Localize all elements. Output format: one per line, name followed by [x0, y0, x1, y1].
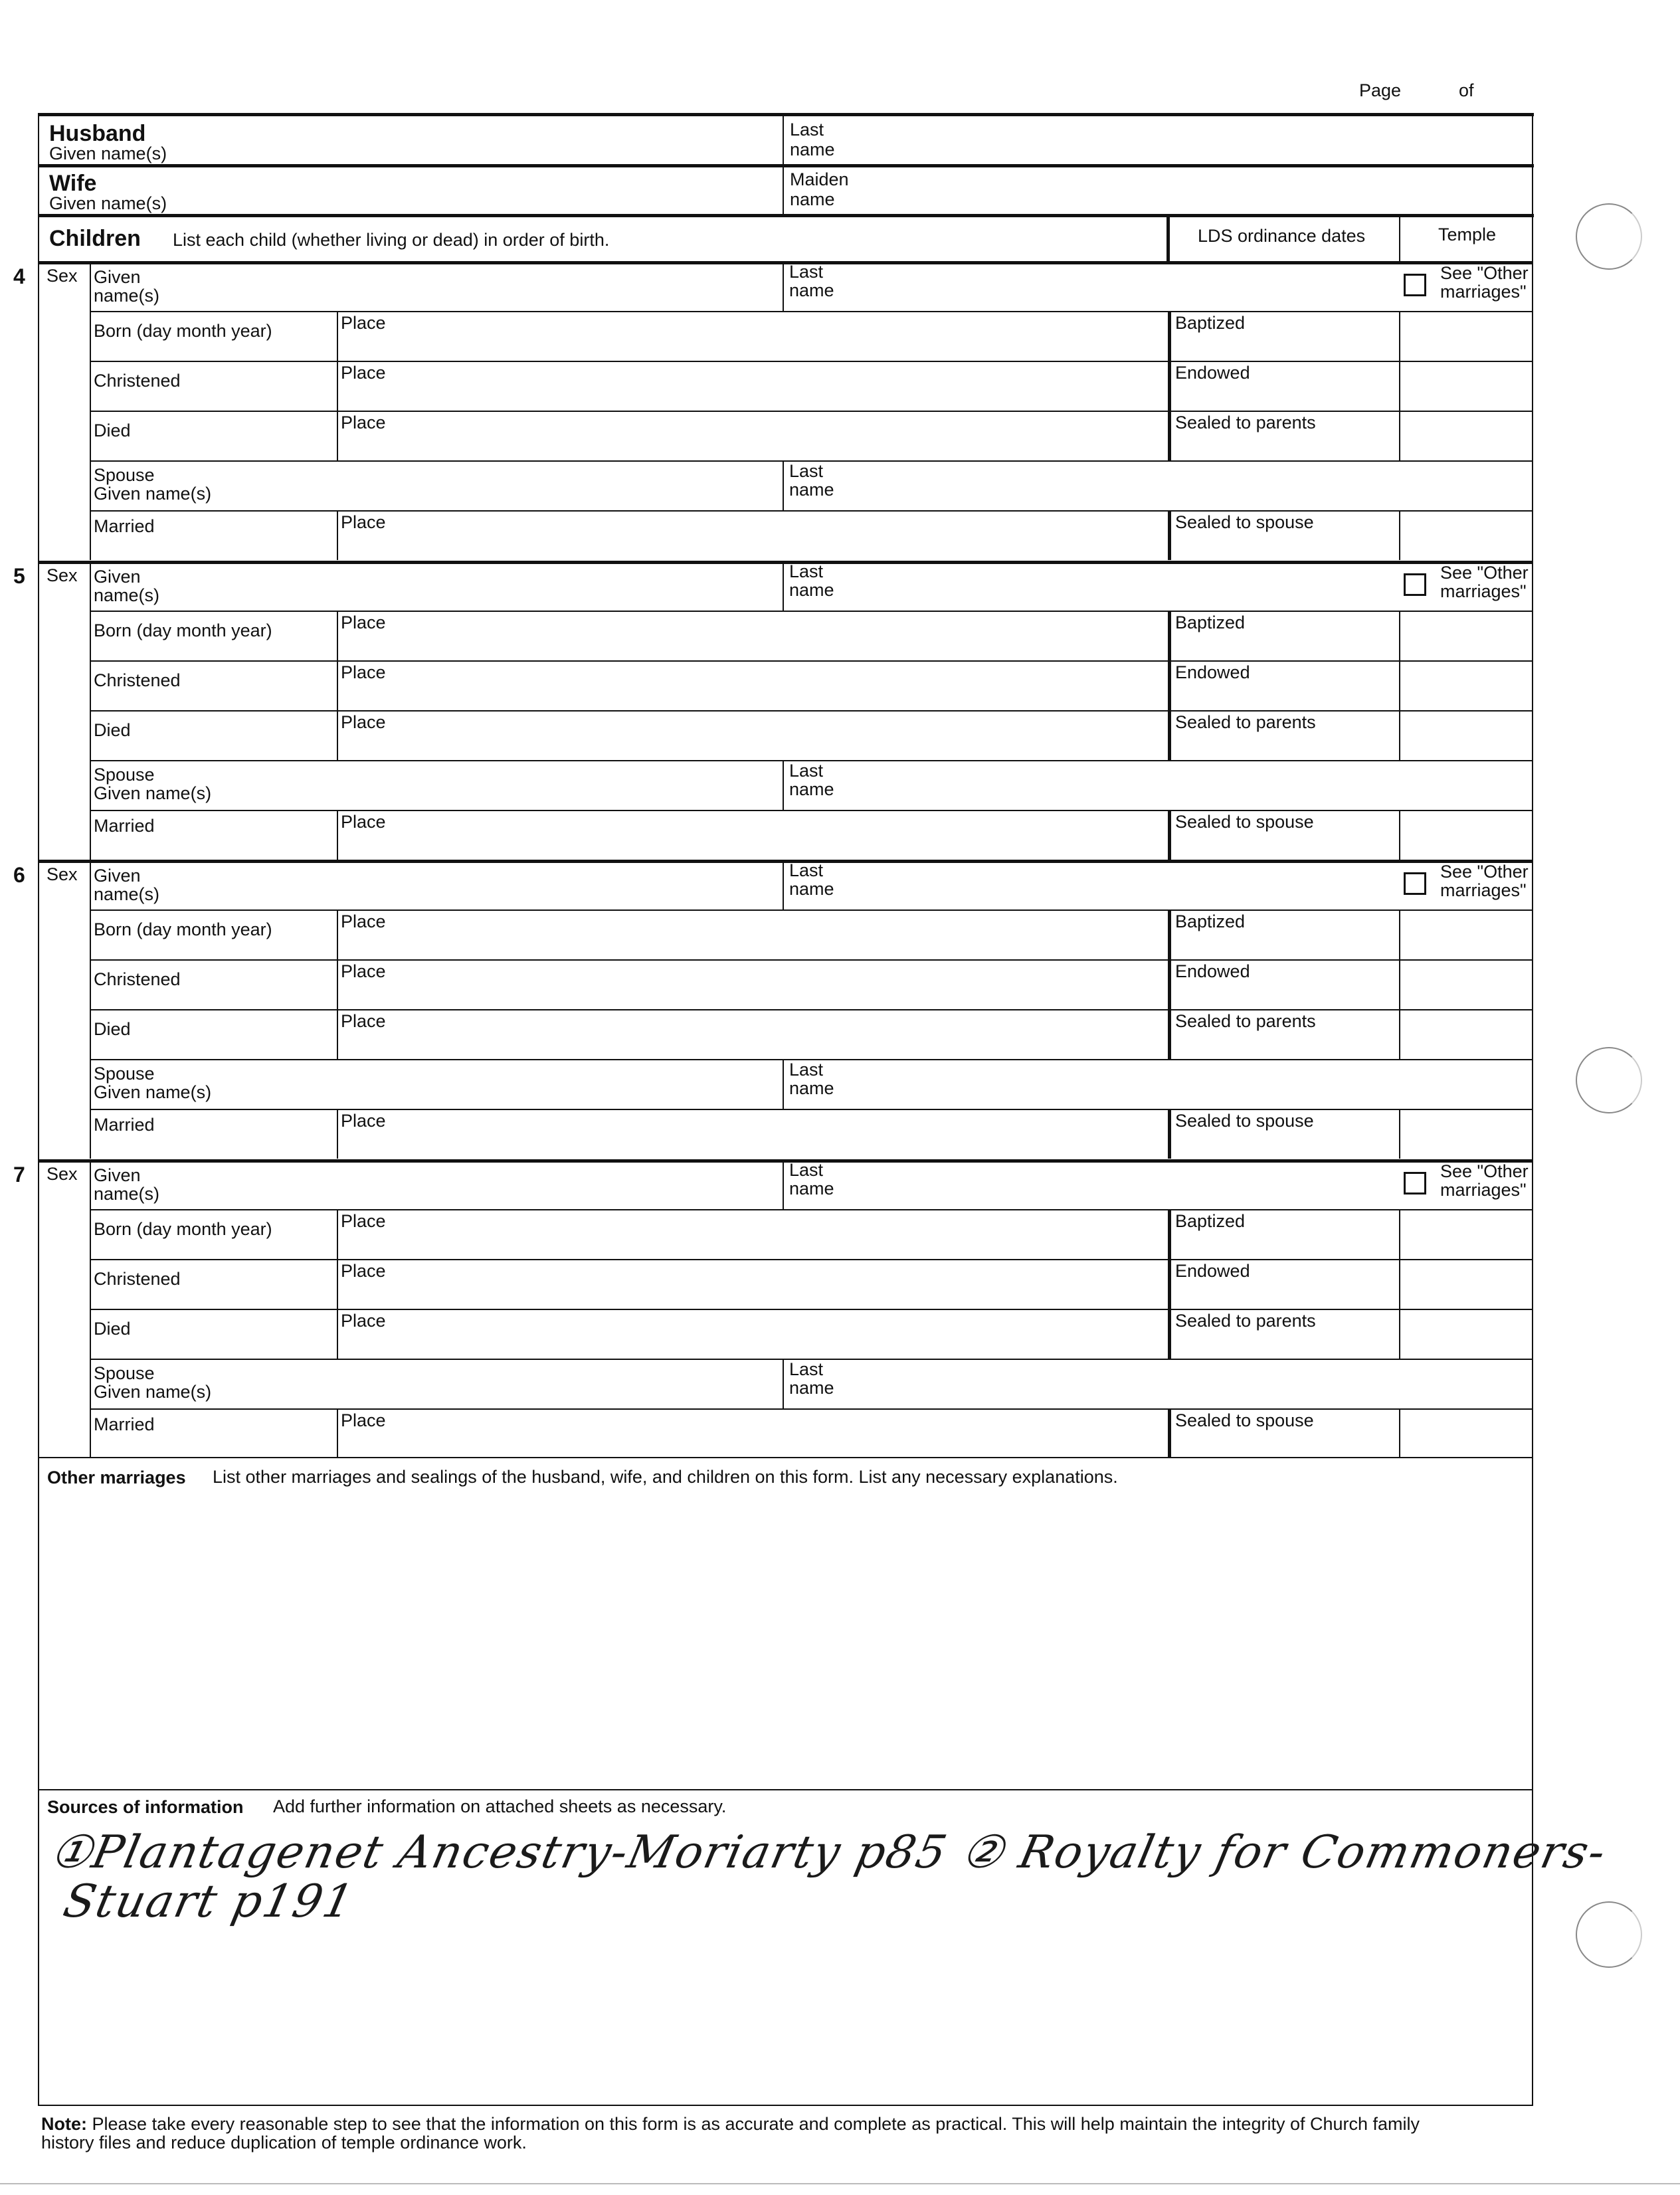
child-3-last-label-2: name: [789, 879, 834, 899]
child-3-christened-date-field[interactable]: [91, 987, 335, 1006]
child-4-endowed-label: Endowed: [1175, 1261, 1250, 1281]
child-1-spouse-label-1: Spouse: [94, 465, 155, 485]
child-1-sealed-to-spouse-date-field[interactable]: [1172, 533, 1396, 557]
child-1-spouse-last-divider: [783, 460, 784, 510]
child-2-see-other-1: See "Other: [1440, 563, 1529, 583]
child-3-baptized-date-field[interactable]: [1172, 932, 1396, 957]
child-3-sealed-to-spouse-label: Sealed to spouse: [1175, 1111, 1314, 1131]
child-4-sealed-to-parents-date-field[interactable]: [1172, 1331, 1396, 1356]
child-1-born-place-label: Place: [341, 313, 386, 333]
child-1-last-label-2: name: [789, 280, 834, 300]
child-4-baptized-date-field[interactable]: [1172, 1232, 1396, 1256]
child-4-lds-divider-upper: [1168, 1209, 1171, 1359]
child-1-given-label-2: name(s): [94, 286, 160, 306]
child-2-endowed-label: Endowed: [1175, 662, 1250, 682]
child-4-christened-date-field[interactable]: [91, 1287, 335, 1306]
child-3-other-marriages-checkbox[interactable]: [1404, 872, 1426, 895]
child-2-married-label: Married: [94, 816, 155, 836]
child-2-place-divider-married: [337, 810, 338, 860]
child-2-baptized-label: Baptized: [1175, 613, 1246, 632]
wife-maiden-label-1: Maiden: [790, 169, 849, 189]
child-3-lds-divider-married: [1168, 1109, 1171, 1159]
child-1-row-rule-5: [90, 510, 1533, 512]
child-2-other-marriages-checkbox[interactable]: [1404, 573, 1426, 596]
wife-maiden-label-2: name: [790, 189, 835, 209]
child-2-christened-date-field[interactable]: [91, 688, 335, 708]
child-4-last-name-field[interactable]: [784, 1162, 1315, 1206]
child-1-married-place-field[interactable]: [339, 533, 1165, 557]
child-2-row-rule-3: [90, 710, 1533, 712]
child-3-spouse-last-divider: [783, 1059, 784, 1109]
child-2-given-label-2: name(s): [94, 585, 160, 605]
child-3-christened-place-field[interactable]: [339, 982, 1165, 1006]
header-lds-divider: [1167, 217, 1170, 261]
child-2-last-label-1: Last: [789, 561, 824, 581]
child-4-last-label-2: name: [789, 1179, 834, 1198]
child-1-born-label: Born (day month year): [94, 321, 272, 341]
child-1-died-place-field[interactable]: [339, 433, 1165, 458]
husband-last-label-2: name: [790, 140, 835, 159]
child-4-married-place-label: Place: [341, 1410, 386, 1430]
child-3-place-divider-married: [337, 1109, 338, 1159]
child-2-born-place-label: Place: [341, 613, 386, 632]
child-2-spouse-last-label-2: name: [789, 779, 834, 799]
child-2-endowed-temple-field[interactable]: [1401, 662, 1531, 708]
child-2-married-place-field[interactable]: [339, 832, 1165, 857]
temple-label: Temple: [1438, 225, 1497, 244]
child-3-last-divider: [783, 860, 784, 909]
child-4-given-name-field[interactable]: [91, 1162, 781, 1206]
child-3-see-other-2: marriages": [1440, 880, 1527, 900]
child-1-died-label: Died: [94, 421, 131, 440]
child-2-sealed-to-parents-temple-field[interactable]: [1401, 712, 1531, 758]
husband-given-label: Given name(s): [49, 143, 167, 163]
child-1-spouse-given-field[interactable]: [276, 463, 780, 508]
child-2-spouse-label-1: Spouse: [94, 765, 155, 785]
child-3-row-rule-2: [90, 959, 1533, 961]
child-1-given-label-1: Given: [94, 267, 141, 287]
child-2-row-rule-1: [90, 611, 1533, 612]
child-1-lds-divider-married: [1168, 510, 1171, 560]
child-4-temple-divider-upper: [1399, 1209, 1400, 1359]
child-2-married-date-field[interactable]: [91, 836, 335, 857]
child-4-sealed-to-spouse-date-field[interactable]: [1172, 1431, 1396, 1456]
child-3-married-label: Married: [94, 1115, 155, 1135]
child-4-row-rule-1: [90, 1209, 1533, 1210]
child-3-last-name-field[interactable]: [784, 862, 1315, 907]
bottom-border: [38, 2105, 1533, 2106]
child-1-sealed-to-spouse-temple-field[interactable]: [1401, 512, 1531, 558]
child-4-row-rule-2: [90, 1259, 1533, 1260]
child-3-temple-divider-upper: [1399, 909, 1400, 1059]
child-1-place-divider-married: [337, 510, 338, 560]
child-4-given-label-1: Given: [94, 1165, 141, 1185]
sources-section: [38, 1790, 1612, 2103]
child-4-last-label-1: Last: [789, 1160, 824, 1180]
child-1-row-rule-2: [90, 361, 1533, 362]
child-2-endowed-date-field[interactable]: [1172, 683, 1396, 708]
wife-title: Wife: [49, 171, 97, 196]
child-2-see-other-2: marriages": [1440, 581, 1527, 601]
child-3-born-date-field[interactable]: [91, 937, 335, 957]
child-2-given-name-field[interactable]: [91, 563, 781, 608]
child-3-temple-divider-married: [1399, 1109, 1400, 1159]
child-3-row-rule-5: [90, 1109, 1533, 1110]
child-3-sex-label: Sex: [47, 864, 78, 884]
child-4-row-rule-5: [90, 1408, 1533, 1410]
child-2-sealed-to-spouse-label: Sealed to spouse: [1175, 812, 1314, 832]
handwritten-source-line1: ①Plantagenet Ancestry-Moriarty p85 ② Royalty for Commoners-: [45, 1826, 1612, 1879]
header-temple-divider: [1399, 217, 1400, 261]
children-header: [38, 217, 1533, 261]
child-1-baptized-label: Baptized: [1175, 313, 1246, 333]
child-2-spouse-label-2: Given name(s): [94, 783, 212, 803]
child-2-sealed-to-spouse-date-field[interactable]: [1172, 832, 1396, 857]
other-marriages-title: Other marriages: [47, 1468, 186, 1487]
child-1-last-label-1: Last: [789, 262, 824, 282]
child-4-married-date-field[interactable]: [91, 1435, 335, 1456]
husband-row: [38, 116, 1533, 164]
child-1-sealed-to-spouse-label: Sealed to spouse: [1175, 512, 1314, 532]
husband-title: Husband: [49, 121, 146, 146]
child-1-place-divider-upper: [337, 311, 338, 460]
child-4-see-other-2: marriages": [1440, 1180, 1527, 1200]
child-4-born-label: Born (day month year): [94, 1219, 272, 1239]
child-2-christened-place-field[interactable]: [339, 683, 1165, 708]
child-4-spouse-label-2: Given name(s): [94, 1382, 212, 1402]
child-1-married-place-label: Place: [341, 512, 386, 532]
child-1-spouse-last-field[interactable]: [849, 463, 1531, 508]
child-4-died-label: Died: [94, 1319, 131, 1339]
child-4-spouse-last-label-2: name: [789, 1378, 834, 1398]
other-marriages-area[interactable]: [39, 1493, 1531, 1786]
child-1-born-place-field[interactable]: [339, 334, 1165, 358]
child-4-christened-label: Christened: [94, 1269, 181, 1289]
child-1-endowed-temple-field[interactable]: [1401, 363, 1531, 409]
page-edge-line: [0, 2183, 1680, 2184]
child-4-married-label: Married: [94, 1414, 155, 1434]
child-4-sealed-to-spouse-temple-field[interactable]: [1401, 1410, 1531, 1456]
child-4-born-place-label: Place: [341, 1211, 386, 1231]
child-3-given-label-1: Given: [94, 866, 141, 886]
binder-hole-bottom: [1576, 1901, 1642, 1968]
child-2-place-divider-upper: [337, 611, 338, 760]
child-2-spouse-given-field[interactable]: [276, 763, 780, 807]
child-1-married-date-field[interactable]: [91, 537, 335, 557]
child-3-born-place-field[interactable]: [339, 932, 1165, 957]
child-1-endowed-label: Endowed: [1175, 363, 1250, 383]
child-4-number: 7: [13, 1163, 25, 1187]
child-2-christened-label: Christened: [94, 670, 181, 690]
child-4-see-other-1: See "Other: [1440, 1161, 1529, 1181]
child-2-lds-divider-married: [1168, 810, 1171, 860]
handwritten-source-line2: Stuart p191: [58, 1875, 359, 1928]
child-2-sealed-to-parents-label: Sealed to parents: [1175, 712, 1316, 732]
child-2-temple-divider-upper: [1399, 611, 1400, 760]
child-1-born-date-field[interactable]: [91, 339, 335, 358]
child-3-lds-divider-upper: [1168, 909, 1171, 1059]
other-marriages-instruction: List other marriages and sealings of the husband, wife, and children on this form. List any necessary explanations.: [213, 1467, 1118, 1487]
child-4-baptized-temple-field[interactable]: [1401, 1211, 1531, 1257]
child-4-died-place-label: Place: [341, 1311, 386, 1331]
child-3-endowed-temple-field[interactable]: [1401, 961, 1531, 1007]
child-2-sex-label: Sex: [47, 565, 78, 585]
child-1-baptized-temple-field[interactable]: [1401, 313, 1531, 359]
child-3-spouse-label-2: Given name(s): [94, 1082, 212, 1102]
child-2-born-date-field[interactable]: [91, 638, 335, 658]
child-4-sealed-to-spouse-label: Sealed to spouse: [1175, 1410, 1314, 1430]
child-3-sealed-to-spouse-temple-field[interactable]: [1401, 1111, 1531, 1157]
child-4-given-label-2: name(s): [94, 1184, 160, 1204]
child-1-died-date-field[interactable]: [91, 438, 335, 458]
child-4-spouse-last-divider: [783, 1359, 784, 1408]
child-2-row-rule-2: [90, 660, 1533, 662]
child-2-baptized-date-field[interactable]: [1172, 633, 1396, 658]
child-3-died-place-field[interactable]: [339, 1032, 1165, 1056]
child-3-married-place-label: Place: [341, 1111, 386, 1131]
child-2-died-place-label: Place: [341, 712, 386, 732]
child-1-sealed-to-parents-label: Sealed to parents: [1175, 413, 1316, 432]
child-1-see-other-2: marriages": [1440, 282, 1527, 302]
child-3-sealed-to-parents-label: Sealed to parents: [1175, 1011, 1316, 1031]
child-1-row-rule-3: [90, 411, 1533, 412]
child-3-last-label-1: Last: [789, 860, 824, 880]
child-3-baptized-temple-field[interactable]: [1401, 911, 1531, 957]
binder-hole-middle: [1576, 1047, 1642, 1113]
child-3-born-label: Born (day month year): [94, 919, 272, 939]
children-title: Children: [49, 226, 141, 251]
child-1-christened-place-label: Place: [341, 363, 386, 383]
child-2-sealed-to-parents-date-field[interactable]: [1172, 733, 1396, 757]
child-4-place-divider-married: [337, 1408, 338, 1458]
child-4-married-place-field[interactable]: [339, 1431, 1165, 1456]
child-4-christened-place-field[interactable]: [339, 1282, 1165, 1306]
child-4-temple-divider-married: [1399, 1408, 1400, 1458]
child-3-sealed-to-parents-temple-field[interactable]: [1401, 1011, 1531, 1057]
child-1-see-other-1: See "Other: [1440, 263, 1529, 283]
child-3-christened-place-label: Place: [341, 961, 386, 981]
child-1-sealed-to-parents-date-field[interactable]: [1172, 433, 1396, 458]
child-3-baptized-label: Baptized: [1175, 911, 1246, 931]
child-3-spouse-label-1: Spouse: [94, 1064, 155, 1084]
note-line1: [41, 2115, 1420, 2133]
child-3-endowed-date-field[interactable]: [1172, 982, 1396, 1006]
child-4-spouse-last-label-1: Last: [789, 1359, 824, 1379]
child-1-sex-label: Sex: [47, 266, 78, 286]
child-1-christened-place-field[interactable]: [339, 383, 1165, 408]
child-2-last-label-2: name: [789, 580, 834, 600]
wife-given-label: Given name(s): [49, 193, 167, 213]
child-1-given-name-field[interactable]: [91, 264, 781, 308]
child-2-spouse-last-field[interactable]: [849, 763, 1531, 807]
child-2-number: 5: [13, 564, 25, 588]
child-1-married-label: Married: [94, 516, 155, 536]
child-2-lds-divider-upper: [1168, 611, 1171, 760]
child-4-endowed-temple-field[interactable]: [1401, 1261, 1531, 1307]
child-4-sex-label: Sex: [47, 1164, 78, 1184]
page-label: Page: [1359, 80, 1402, 100]
sources-instruction: Add further information on attached sheets as necessary.: [273, 1796, 727, 1816]
child-4-died-place-field[interactable]: [339, 1331, 1165, 1356]
child-3-died-label: Died: [94, 1019, 131, 1039]
child-2-sealed-to-spouse-temple-field[interactable]: [1401, 812, 1531, 858]
child-2-born-place-field[interactable]: [339, 633, 1165, 658]
child-1-row-rule-1: [90, 311, 1533, 312]
child-1-died-place-label: Place: [341, 413, 386, 432]
child-4-christened-place-label: Place: [341, 1261, 386, 1281]
child-1-temple-divider-married: [1399, 510, 1400, 560]
child-3-married-place-field[interactable]: [339, 1131, 1165, 1156]
of-label: of: [1459, 80, 1474, 100]
child-2-died-place-field[interactable]: [339, 733, 1165, 757]
child-1-christened-label: Christened: [94, 371, 181, 391]
husband-last-label-1: Last: [790, 120, 824, 140]
child-3-given-name-field[interactable]: [91, 862, 781, 907]
child-2-born-label: Born (day month year): [94, 620, 272, 640]
child-4-other-marriages-checkbox[interactable]: [1404, 1172, 1426, 1194]
child-1-christened-date-field[interactable]: [91, 389, 335, 408]
child-1-other-marriages-checkbox[interactable]: [1404, 274, 1426, 296]
child-1-spouse-last-label-2: name: [789, 480, 834, 500]
child-2-baptized-temple-field[interactable]: [1401, 613, 1531, 658]
child-3-endowed-label: Endowed: [1175, 961, 1250, 981]
child-1-number: 4: [13, 264, 25, 288]
child-1-spouse-last-label-1: Last: [789, 461, 824, 481]
child-3-sealed-to-spouse-date-field[interactable]: [1172, 1131, 1396, 1156]
note-section: [41, 2115, 1529, 2161]
child-3-number: 6: [13, 863, 25, 887]
child-2-temple-divider-married: [1399, 810, 1400, 860]
note-label: Note:: [41, 2114, 87, 2134]
child-3-christened-label: Christened: [94, 969, 181, 989]
child-1-sealed-to-parents-temple-field[interactable]: [1401, 413, 1531, 458]
child-3-born-place-label: Place: [341, 911, 386, 931]
child-4-spouse-given-field[interactable]: [276, 1361, 780, 1406]
child-3-spouse-last-field[interactable]: [849, 1062, 1531, 1106]
note-text-line1: Please take every reasonable step to see that the information on this form is as accurate and complete as practical. This will help maintain the integrity of Church family: [92, 2114, 1420, 2134]
child-2-spouse-last-divider: [783, 760, 784, 810]
child-3-married-date-field[interactable]: [91, 1135, 335, 1156]
child-3-spouse-last-label-2: name: [789, 1078, 834, 1098]
child-4-sealed-to-parents-label: Sealed to parents: [1175, 1311, 1316, 1331]
child-3-spouse-last-label-1: Last: [789, 1060, 824, 1080]
child-3-row-rule-3: [90, 1009, 1533, 1010]
child-2-died-label: Died: [94, 720, 131, 740]
child-3-place-divider-upper: [337, 909, 338, 1059]
children-instruction: List each child (whether living or dead) in order of birth.: [173, 230, 610, 250]
child-4-place-divider-upper: [337, 1209, 338, 1359]
child-1-lds-divider-upper: [1168, 311, 1171, 460]
child-2-married-place-label: Place: [341, 812, 386, 832]
child-4-spouse-last-field[interactable]: [849, 1361, 1531, 1406]
child-4-died-date-field[interactable]: [91, 1337, 335, 1356]
child-3-died-date-field[interactable]: [91, 1037, 335, 1056]
wife-row: [38, 167, 1533, 215]
child-4-born-place-field[interactable]: [339, 1232, 1165, 1256]
child-1-spouse-label-2: Given name(s): [94, 484, 212, 504]
child-3-row-rule-1: [90, 909, 1533, 911]
child-3-see-other-1: See "Other: [1440, 862, 1529, 882]
child-4-row-rule-3: [90, 1309, 1533, 1310]
child-4-sealed-to-parents-temple-field[interactable]: [1401, 1311, 1531, 1357]
child-4-last-divider: [783, 1159, 784, 1209]
child-1-temple-divider-upper: [1399, 311, 1400, 460]
child-2-died-date-field[interactable]: [91, 738, 335, 757]
child-2-last-name-field[interactable]: [784, 563, 1315, 608]
child-1-endowed-date-field[interactable]: [1172, 383, 1396, 408]
child-1-baptized-date-field[interactable]: [1172, 334, 1396, 358]
child-3-sealed-to-parents-date-field[interactable]: [1172, 1032, 1396, 1056]
child-3-spouse-given-field[interactable]: [276, 1062, 780, 1106]
lds-ordinance-label: LDS ordinance dates: [1198, 226, 1366, 246]
child-4-spouse-label-1: Spouse: [94, 1363, 155, 1383]
child-2-row-rule-5: [90, 810, 1533, 811]
child-2-given-label-1: Given: [94, 567, 141, 587]
child-2-last-divider: [783, 561, 784, 611]
child-4-born-date-field[interactable]: [91, 1237, 335, 1256]
child-3-died-place-label: Place: [341, 1011, 386, 1031]
child-4-endowed-date-field[interactable]: [1172, 1282, 1396, 1306]
child-2-spouse-last-label-1: Last: [789, 761, 824, 781]
child-4-lds-divider-married: [1168, 1408, 1171, 1458]
note-text-line2: history files and reduce duplication of temple ordinance work.: [41, 2133, 527, 2152]
child-1-last-name-field[interactable]: [784, 264, 1315, 308]
child-2-christened-place-label: Place: [341, 662, 386, 682]
child-1-last-divider: [783, 261, 784, 311]
child-4-baptized-label: Baptized: [1175, 1211, 1246, 1231]
binder-hole-top: [1576, 203, 1642, 270]
child-3-given-label-2: name(s): [94, 884, 160, 904]
sources-title: Sources of information: [47, 1797, 244, 1817]
